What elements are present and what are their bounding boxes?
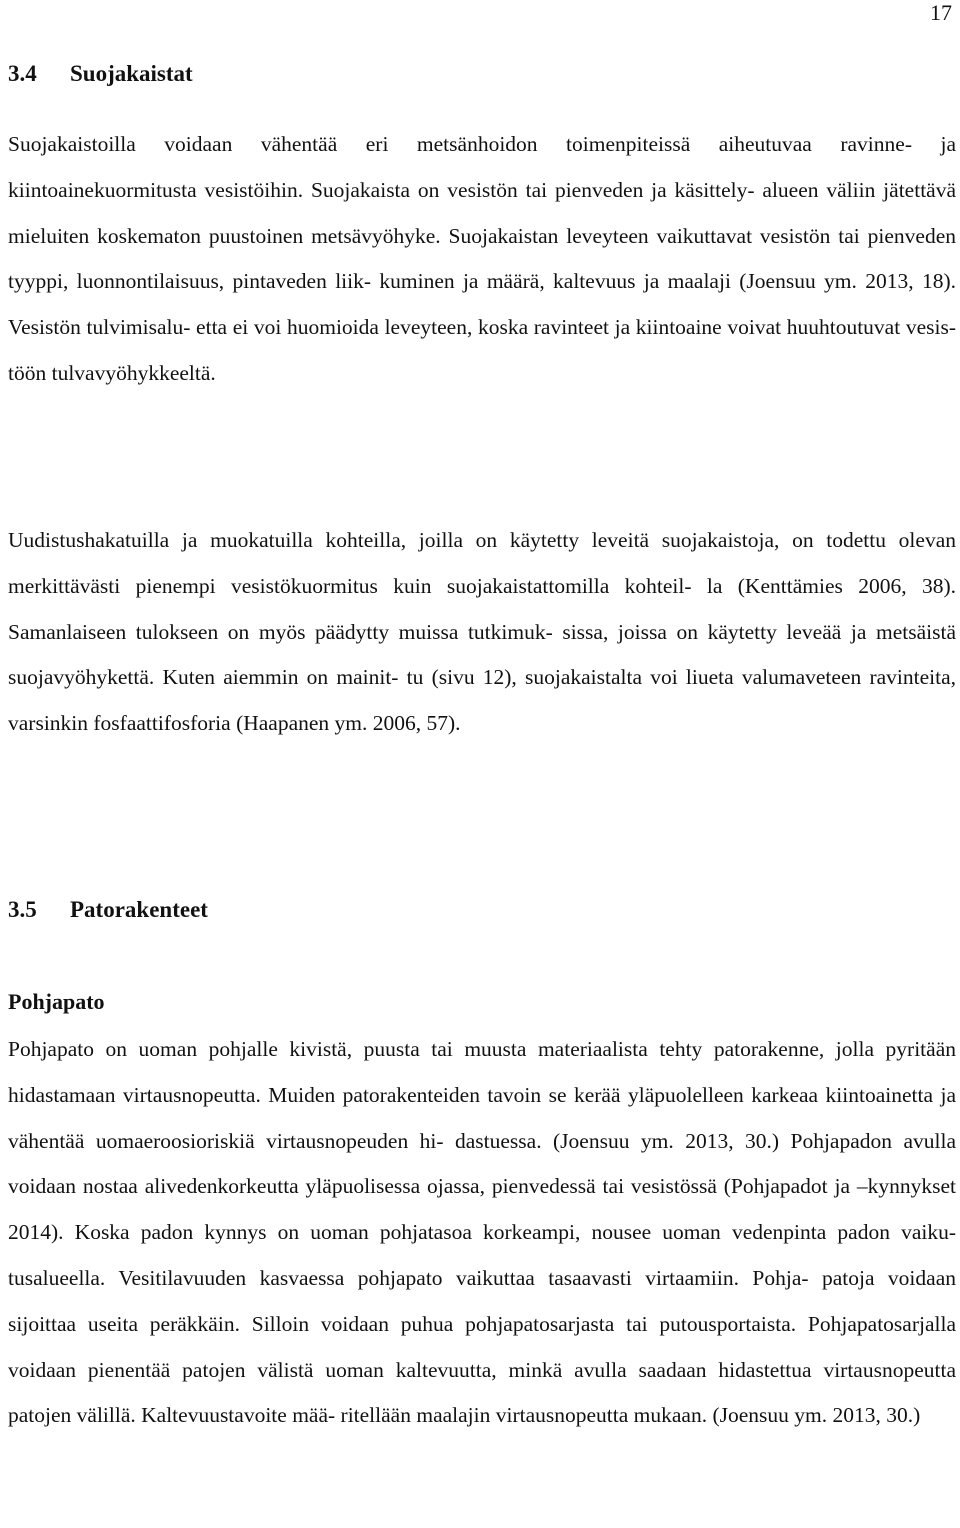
subsection-heading-pohjapato: Pohjapato <box>8 989 105 1014</box>
paragraph: Uudistushakatuilla ja muokatuilla kohteilla, joilla on käytetty leveitä suojakaistoja, on todettu olevan merkittävästi pienempi vesistökuormitus kuin suojakaistattomilla kohteil- la (Kenttämies 2006, 38). Samanlaiseen tulokseen on myös päädytty muissa tutkimuk- sissa, joissa on käytetty leveää ja metsäistä suojavyöhykettä. Kuten aiemmin on mainit- tu (sivu 12), suojakaistalta voi liueta valumaveteen ravinteita, varsinkin fosfaattifosforia (Haapanen ym. 2006, 57). <box>8 528 956 736</box>
paragraph: Suojakaistoilla voidaan vähentää eri metsänhoidon toimenpiteissä aiheutuvaa ravinne- ja kiintoainekuormitusta vesistöihin. Suojakaista on vesistön tai pienveden ja käsittely- alueen väliin jätettävä mieluiten koskematon puustoinen metsävyöhyke. Suojakaistan leveyteen vaikuttavat vesistön tai pienveden tyyppi, luonnontilaisuus, pintaveden liik- kuminen ja määrä, kaltevuus ja maalaji (Joensuu ym. 2013, 18). Vesistön tulvimisalu- etta ei voi huomioida leveyteen, koska ravinteet ja kiintoaine voivat huuhtoutuvat vesis- töön tulvavyöhykkeeltä. <box>8 132 956 385</box>
section-title: Suojakaistat <box>70 61 193 86</box>
section-number: 3.5 <box>8 897 37 922</box>
section-number: 3.4 <box>8 61 37 86</box>
section-title: Patorakenteet <box>70 897 208 922</box>
paragraph: Pohjapato on uoman pohjalle kivistä, puusta tai muusta materiaalista tehty patorakenne, jolla pyritään hidastamaan virtausnopeutta. Muiden patorakenteiden tavoin se kerää yläpuolelleen karkeaa kiintoainetta ja vähentää uomaeroosioriskiä virtausnopeuden hi- dastuessa. (Joensuu ym. 2013, 30.) Pohjapadon avulla voidaan nostaa alivedenkorkeutta yläpuolisessa ojassa, pienvedessä tai vesistössä (Pohjapadot ja –kynnykset 2014). Koska padon kynnys on uoman pohjatasoa korkeampi, nousee uoman vedenpinta padon vaiku- tusalueella. Vesitilavuuden kasvaessa pohjapato vaikuttaa tasaavasti virtaamiin. Pohja- patoja voidaan sijoittaa useita peräkkäin. Silloin voidaan puhua pohjapatosarjasta tai putousportaista. Pohjapatosarjalla voidaan pienentää patojen välistä uoman kaltevuutta, minkä avulla saadaan hidastettua virtausnopeutta patojen välillä. Kaltevuustavoite mää- ritellään maalajin virtausnopeutta mukaan. (Joensuu ym. 2013, 30.) <box>8 1037 956 1428</box>
page-number: 17 <box>930 0 952 25</box>
section-heading-patorakenteet <box>8 896 208 924</box>
section-heading-suojakaistat <box>8 60 193 88</box>
